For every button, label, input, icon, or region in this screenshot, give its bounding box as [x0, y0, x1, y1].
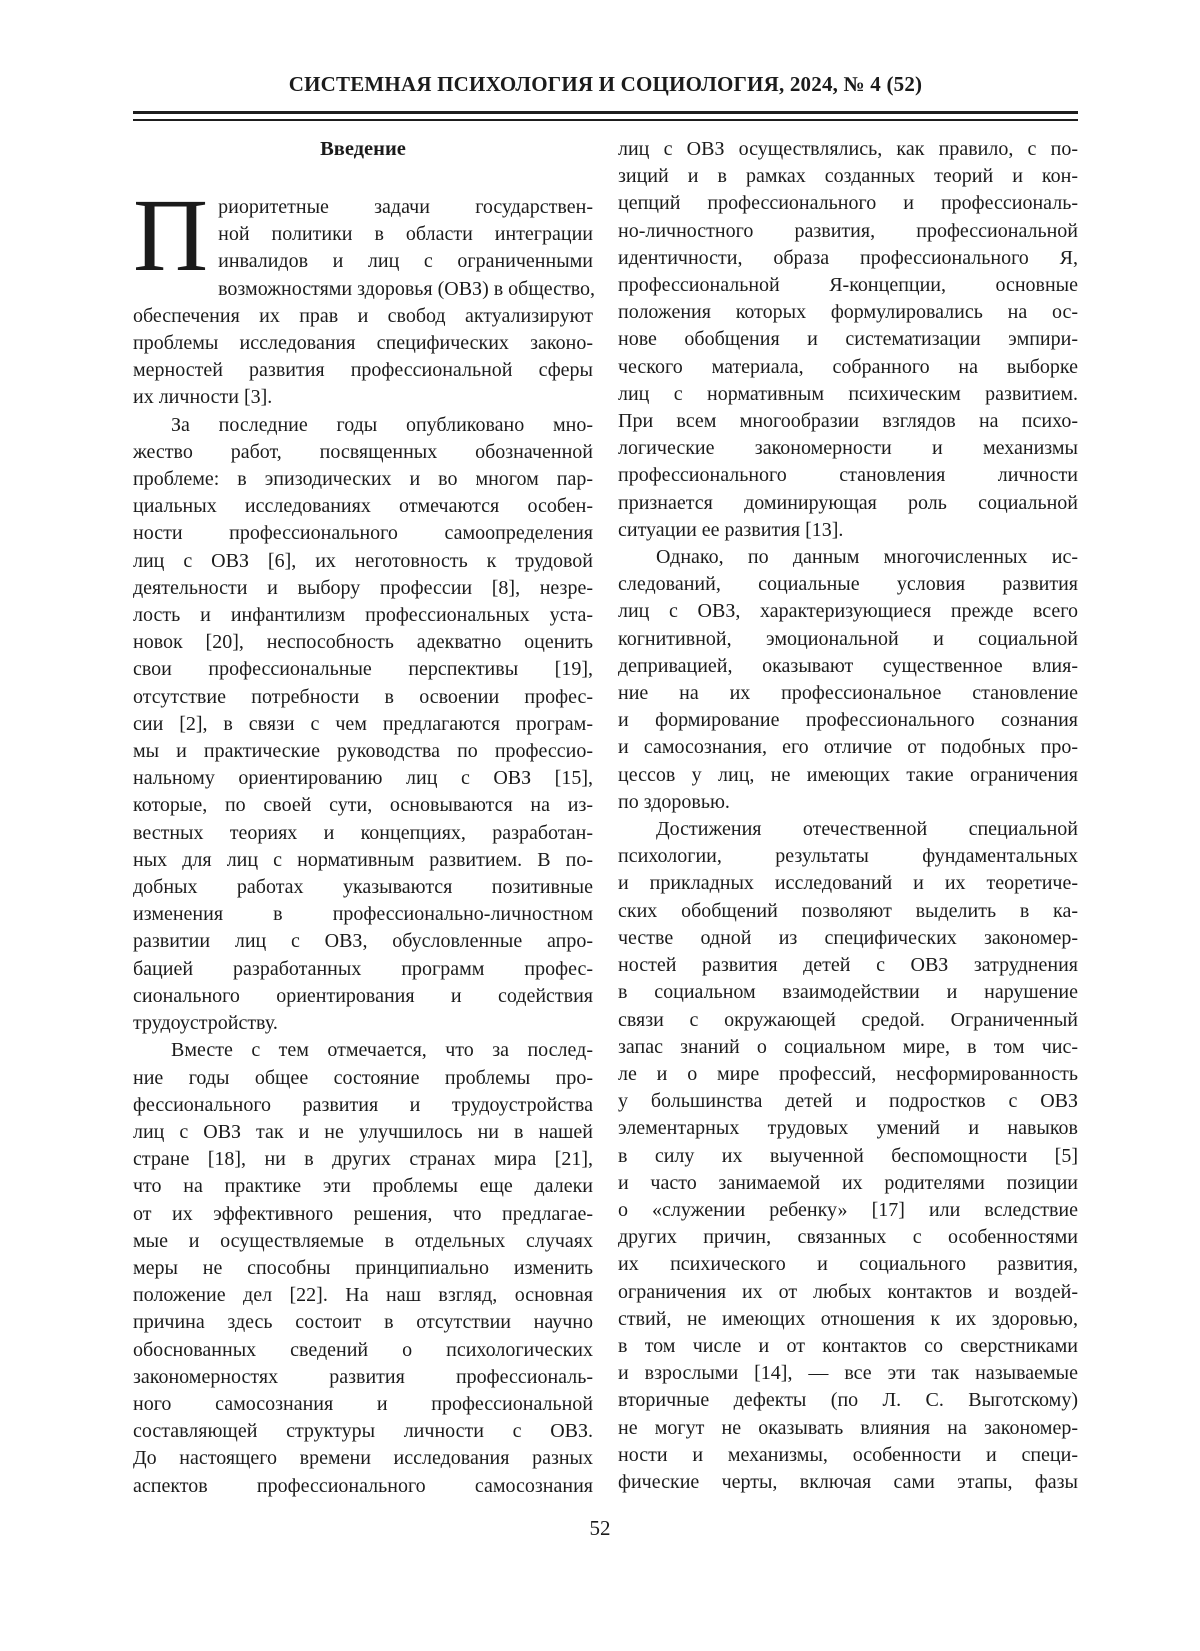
text-line: честве одной из специфических закономер-	[618, 926, 1078, 949]
text-line: мые и осуществляемые в отдельных случаях	[133, 1229, 593, 1252]
text-line: в социальном взаимодействии и нарушение	[618, 981, 1078, 1004]
text-line: свои профессиональные перспективы [19],	[133, 658, 593, 681]
text-line: сионального ориентирования и содействия	[133, 984, 593, 1007]
text-line: но-личностного развития, профессиональной	[618, 219, 1078, 242]
left-column	[133, 136, 596, 1500]
text-line: нове обобщения и систематизации эмпири-	[618, 328, 1078, 351]
text-line: составляющей структуры личности с ОВЗ.	[133, 1420, 593, 1443]
text-line: ние годы общее состояние проблемы про-	[133, 1066, 593, 1089]
text-line: риоритетные задачи государствен-	[218, 196, 593, 218]
text-line: логические закономерности и механизмы	[618, 437, 1078, 460]
text-line: в том числе и от контактов со сверстниками	[618, 1334, 1078, 1357]
text-line: от их эффективного решения, что предлагае-	[133, 1202, 593, 1225]
text-line: запас знаний о социальном мире, в том чис-	[618, 1035, 1078, 1058]
text-line: лость и инфантилизм профессиональных уста-	[133, 604, 593, 627]
text-line: психологии, результаты фундаментальных	[618, 845, 1078, 868]
text-line: ских обобщений позволяют выделить в ка-	[618, 899, 1078, 922]
text-line: Достижения отечественной специальной	[656, 818, 1078, 841]
text-line: ле и о мире профессий, несформированность	[618, 1062, 1078, 1085]
right-column	[618, 136, 1078, 1500]
text-line: и часто занимаемой их родителями позиции	[618, 1171, 1078, 1194]
paragraph	[133, 412, 593, 1038]
text-line: ческого материала, собранного на выборке	[618, 355, 1078, 378]
text-line: причина здесь состоит в отсутствии научно	[133, 1311, 593, 1334]
text-line: их психического и социального развития,	[618, 1253, 1078, 1276]
text-line: возможностями здоровья (ОВЗ) в общество,	[218, 277, 596, 300]
text-line: ного самосознания и профессиональной	[133, 1392, 593, 1415]
text-line: фессионального развития и трудоустройства	[133, 1093, 593, 1116]
text-line: добных работах указываются позитивные	[133, 876, 593, 899]
text-line: ной политики в области интеграции	[218, 223, 593, 246]
text-line: цепций профессионального и профессиональ-	[618, 192, 1078, 215]
text-body	[133, 136, 1078, 1500]
text-line: обоснованных сведений о психологических	[133, 1338, 593, 1361]
text-line: инвалидов и лиц с ограниченными	[218, 250, 593, 273]
text-line: и взрослыми [14], — все эти так называемые	[618, 1362, 1078, 1385]
text-line: За последние годы опубликовано мно-	[171, 413, 593, 436]
text-line: ности профессионального самоопределения	[133, 522, 593, 545]
text-line: трудоустройству.	[133, 1012, 278, 1035]
text-line: когнитивной, эмоциональной и социальной	[618, 627, 1078, 650]
text-line: у большинства детей и подростков с ОВЗ	[618, 1090, 1078, 1113]
text-line: других причин, связанных с особенностями	[618, 1226, 1078, 1249]
text-line: отсутствие потребности в освоении профес-	[133, 685, 593, 708]
text-line: по здоровью.	[618, 790, 730, 813]
text-line: деятельности и выбору профессии [8], незре-	[133, 576, 593, 599]
text-line: стране [18], ни в других странах мира [21],	[133, 1148, 593, 1171]
text-line: ние на их профессиональное становление	[618, 682, 1078, 705]
text-line: что на практике эти проблемы еще далеки	[133, 1175, 593, 1198]
text-line: вестных теориях и концепциях, разработан-	[133, 821, 593, 844]
page-number: 52	[589, 1516, 611, 1540]
text-line: ситуации ее развития [13].	[618, 518, 844, 541]
text-line: зиций и в рамках созданных теорий и кон-	[618, 165, 1078, 188]
text-line: депривацией, оказывают существенное влия-	[618, 654, 1078, 677]
text-line: профессиональной Я-концепции, основные	[618, 274, 1078, 297]
text-line: ствий, не имеющих отношения к их здоровью,	[618, 1307, 1078, 1330]
text-line: связи с окружающей средой. Ограниченный	[618, 1008, 1078, 1031]
text-line: ных для лиц с нормативным развитием. В по-	[133, 848, 593, 871]
text-line: положения которых формулировались на ос-	[618, 301, 1078, 324]
text-line: проблемы исследования специфических законо-	[133, 332, 593, 355]
text-line: новок [20], неспособность адекватно оценить	[133, 631, 593, 654]
journal-header: СИСТЕМНАЯ ПСИХОЛОГИЯ И СОЦИОЛОГИЯ, 2024, № 4 (52)	[288, 72, 923, 96]
text-line: нальному ориентированию лиц с ОВЗ [15],	[133, 767, 593, 790]
text-line: При всем многообразии взглядов на психо-	[618, 410, 1078, 433]
text-line: о «служении ребенку» [17] или вследствие	[618, 1198, 1078, 1221]
text-line: вторичные дефекты (по Л. С. Выготскому)	[618, 1389, 1078, 1412]
text-line: их личности [3].	[133, 386, 273, 409]
text-line: не могут не оказывать влияния на закономер-	[618, 1416, 1078, 1439]
text-line: циальных исследованиях отмечаются особен-	[133, 495, 593, 518]
paragraph	[133, 178, 596, 412]
text-line: фические черты, включая сами этапы, фазы	[618, 1470, 1078, 1493]
text-line: в силу их выученной беспомощности [5]	[618, 1144, 1078, 1167]
text-line: изменения в профессионально-личностном	[133, 903, 593, 926]
text-line: лиц с ОВЗ так и не улучшилось ни в нашей	[133, 1120, 593, 1143]
text-line: аспектов профессионального самосознания	[133, 1474, 593, 1497]
text-line: проблеме: в эпизодических и во многом пар-	[133, 468, 593, 491]
text-line: жество работ, посвященных обозначенной	[133, 440, 593, 463]
text-line: лиц с ОВЗ, характеризующиеся прежде всего	[618, 600, 1078, 623]
right-column-paragraphs	[618, 136, 1078, 1496]
header-rule	[133, 111, 1078, 121]
text-line: лиц с ОВЗ осуществлялись, как правило, с по-	[618, 138, 1078, 160]
text-line: которые, по своей сути, основываются на из-	[133, 794, 593, 817]
text-line: цессов у лиц, не имеющих такие ограничения	[618, 763, 1078, 786]
text-line: признается доминирующая роль социальной	[618, 491, 1078, 514]
text-line: элементарных трудовых умений и навыков	[618, 1117, 1078, 1140]
text-line: развитии лиц с ОВЗ, обусловленные апро-	[133, 930, 593, 953]
text-line: мерностей развития профессиональной сферы	[133, 359, 593, 382]
section-heading: Введение	[320, 138, 406, 160]
text-line: лиц с нормативным психическим развитием.	[618, 382, 1078, 405]
text-line: бацией разработанных программ профес-	[133, 957, 593, 980]
drop-cap: П	[133, 178, 209, 293]
text-line: и самосознания, его отличие от подобных про-	[618, 736, 1078, 759]
paragraph	[133, 1037, 593, 1499]
text-line: обеспечения их прав и свобод актуализируют	[133, 304, 593, 327]
text-line: ограничения их от любых контактов и воздей-	[618, 1280, 1078, 1303]
left-column-paragraphs	[133, 178, 596, 1500]
paragraph	[618, 136, 1078, 544]
text-line: До настоящего времени исследования разных	[133, 1447, 593, 1470]
text-line: и прикладных исследований и их теоретиче-	[618, 872, 1078, 895]
text-line: закономерностях развития профессиональ-	[133, 1365, 593, 1388]
text-line: идентичности, образа профессионального Я,	[618, 246, 1078, 269]
text-line: мы и практические руководства по профессио-	[133, 740, 593, 763]
paragraph	[618, 816, 1078, 1496]
text-line: Однако, по данным многочисленных ис-	[656, 546, 1078, 569]
text-line: ностей развития детей с ОВЗ затруднения	[618, 954, 1078, 977]
text-line: Вместе с тем отмечается, что за послед-	[171, 1039, 593, 1062]
text-line: лиц с ОВЗ [6], их неготовность к трудовой	[133, 549, 593, 572]
text-line: положение дел [22]. На наш взгляд, основная	[133, 1284, 593, 1307]
text-line: сии [2], в связи с чем предлагаются програм-	[133, 712, 593, 735]
text-line: профессионального становления личности	[618, 464, 1078, 487]
text-line: и формирование профессионального сознания	[618, 709, 1078, 732]
text-line: следований, социальные условия развития	[618, 573, 1078, 596]
text-line: ности и механизмы, особенности и специ-	[618, 1443, 1078, 1466]
paragraph	[618, 544, 1078, 816]
text-line: меры не способны принципиально изменить	[133, 1256, 593, 1279]
